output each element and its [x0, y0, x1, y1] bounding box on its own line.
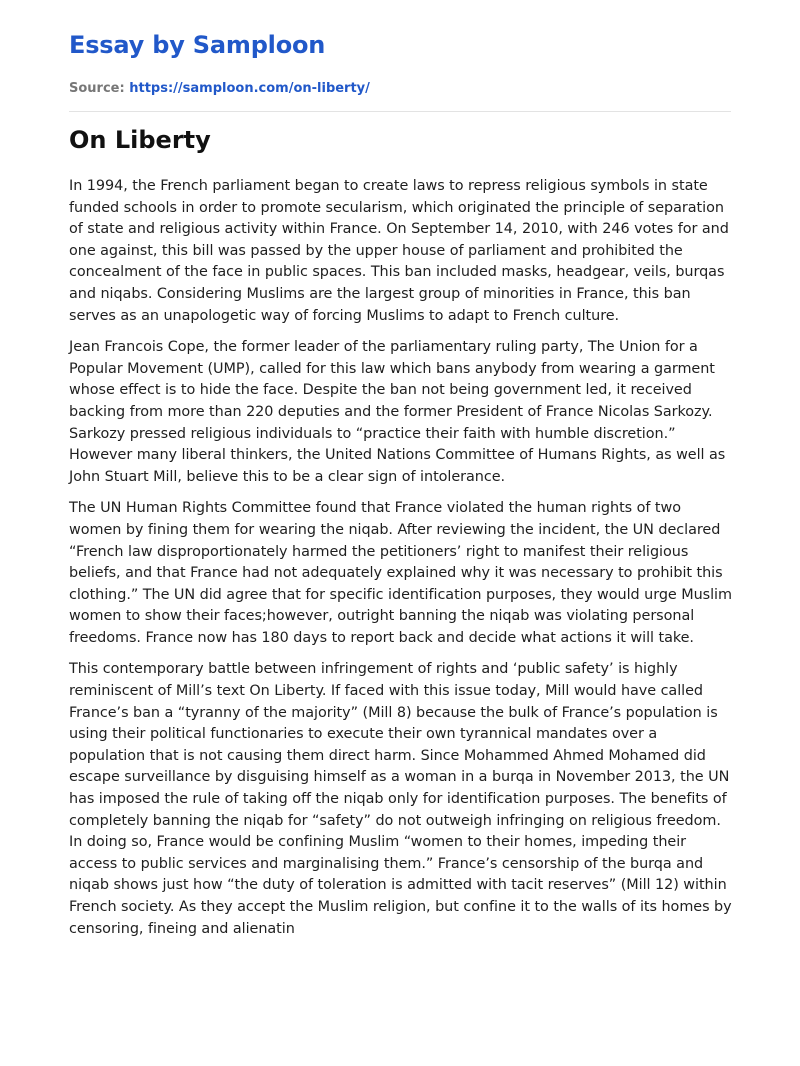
source-link[interactable]: https://samploon.com/on-liberty/ — [129, 81, 370, 96]
paragraph-3: The UN Human Rights Committee found that France violated the human rights of two women by fining them for wearing the niqab. After reviewing the incident, the UN declared “French law disproportionately harmed the petitioners’ right to manifest their religious beliefs, and that France had not adequately explained why it was necessary to prohibit this clothing.” The UN did agree that for specific identification purposes, they would urge Muslim women to show their faces;however, outright banning the niqab was violating personal freedoms. France now has 180 days to report back and decide what actions it will take. — [69, 500, 732, 646]
header-divider — [69, 111, 731, 112]
essay-body — [69, 176, 731, 940]
paragraph-1: In 1994, the French parliament began to create laws to repress religious symbols in state funded schools in order to promote secularism, which originated the principle of separation of state and religious activity within France. On September 14, 2010, with 246 votes for and one against, this bill was passed by the upper house of parliament and prohibited the concealment of the face in public spaces. This ban included masks, headgear, veils, burqas and niqabs. Considering Muslims are the largest group of minorities in France, this ban serves as an unapologetic way of forcing Muslims to adapt to French culture. — [69, 178, 729, 324]
paragraph-2: Jean Francois Cope, the former leader of the parliamentary ruling party, The Union for a Popular Movement (UMP), called for this law which bans anybody from wearing a garment whose effect is to hide the face. Despite the ban not being government led, it received backing from more than 220 deputies and the former President of France Nicolas Sarkozy. Sarkozy pressed religious individuals to “practice their faith with humble discretion.” However many liberal thinkers, the United Nations Committee of Humans Rights, as well as John Stuart Mill, believe this to be a clear sign of intolerance. — [69, 339, 726, 485]
essay-title: On Liberty — [69, 126, 211, 154]
site-brand: Essay by Samploon — [69, 31, 326, 59]
source-label: Source: — [69, 81, 125, 96]
source-line — [69, 80, 731, 98]
paragraph-4: This contemporary battle between infringement of rights and ‘public safety’ is highly reminiscent of Mill’s text On Liberty. If faced with this issue today, Mill would have called France’s ban a “tyranny of the majority” (Mill 8) because the bulk of France’s population is using their political functionaries to execute their own tyrannical mandates over a population that is not causing them direct harm. Since Mohammed Ahmed Mohamed did escape surveillance by disguising himself as a woman in a burqa in November 2013, the UN has imposed the rule of taking off the niqab only for identification purposes. The benefits of completely banning the niqab for “safety” do not outweigh infringing on religious freedom. In doing so, France would be confining Muslim “women to their homes, impeding their access to public services and marginalising them.” France’s censorship of the burqa and niqab shows just how “the duty of toleration is admitted with tacit reserves” (Mill 12) within French society. As they accept the Muslim religion, but confine it to the walls of its homes by censoring, fineing and alienatin — [69, 661, 732, 937]
